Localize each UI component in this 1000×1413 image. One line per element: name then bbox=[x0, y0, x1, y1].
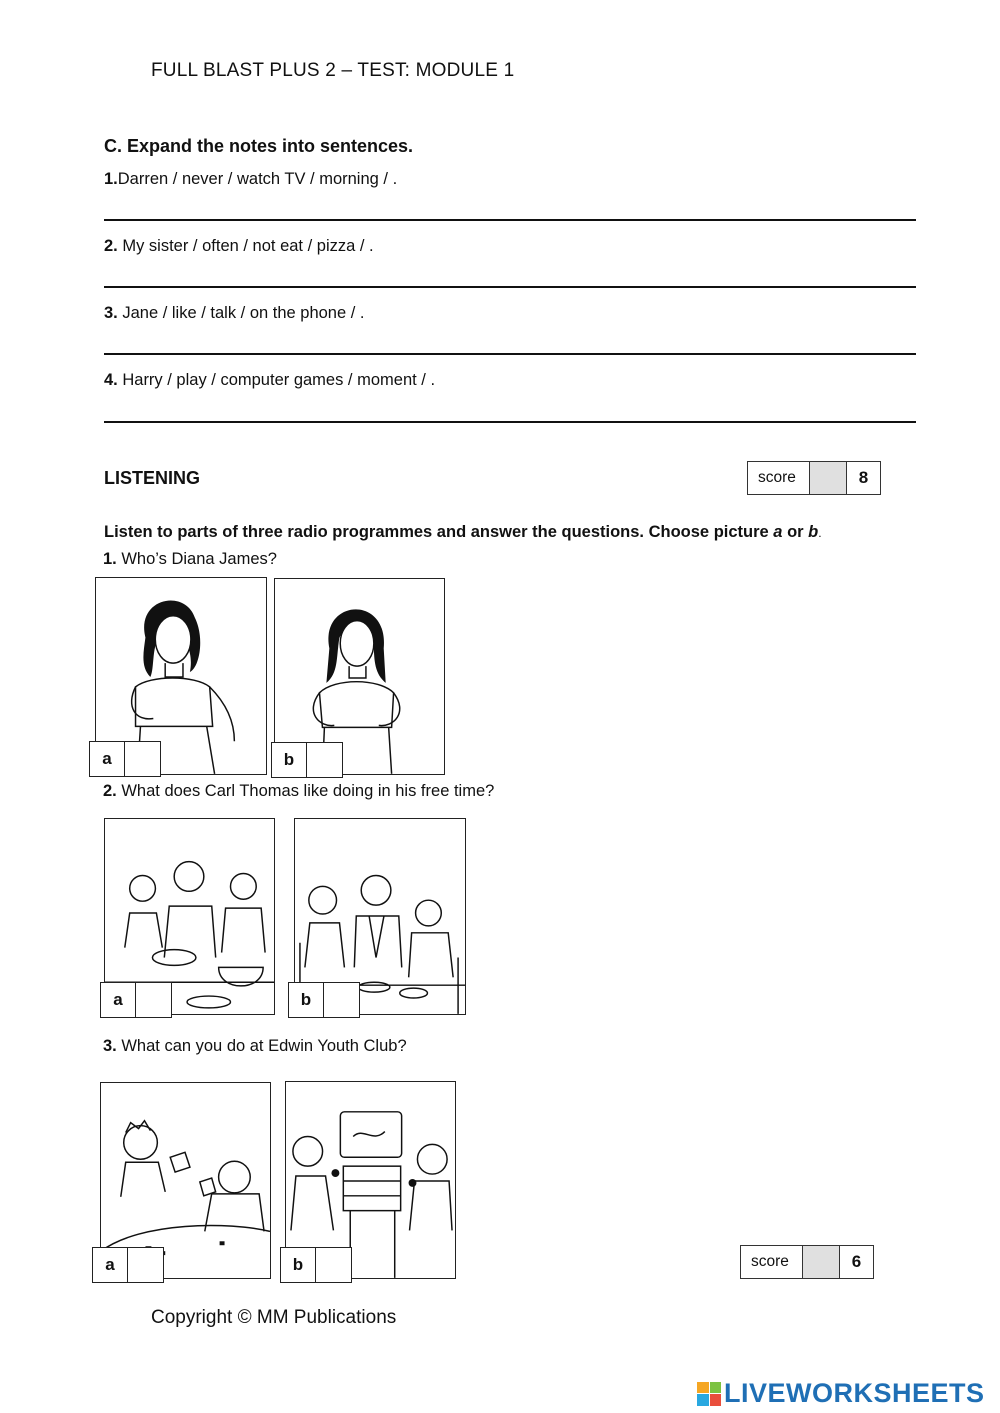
option-letter: b bbox=[280, 1247, 316, 1283]
liveworksheets-logo[interactable] bbox=[697, 1378, 985, 1409]
item-number: 1. bbox=[104, 170, 118, 188]
score-max: 6 bbox=[851, 1252, 862, 1271]
copyright-text: Copyright © MM Publications bbox=[151, 1307, 397, 1328]
option-2b[interactable] bbox=[288, 982, 360, 1018]
option-3a[interactable] bbox=[92, 1247, 164, 1283]
item-4 bbox=[104, 371, 435, 390]
item-prompt: My sister / often / not eat / pizza / . bbox=[117, 237, 374, 255]
answer-checkbox[interactable] bbox=[307, 742, 343, 778]
score-input[interactable] bbox=[810, 462, 847, 494]
option-letter: a bbox=[92, 1247, 128, 1283]
item-number: 3. bbox=[104, 304, 118, 322]
option-1a[interactable] bbox=[89, 741, 161, 777]
liveworksheets-logo-icon bbox=[697, 1382, 721, 1406]
question-number: 3. bbox=[103, 1037, 117, 1055]
item-prompt: Jane / like / talk / on the phone / . bbox=[117, 304, 365, 322]
score-box-top bbox=[747, 461, 881, 495]
question-2 bbox=[103, 782, 494, 801]
option-2a[interactable] bbox=[100, 982, 172, 1018]
item-number: 2. bbox=[104, 237, 118, 255]
instruction-a: a bbox=[773, 523, 783, 541]
item-prompt: Harry / play / computer games / moment / . bbox=[117, 371, 436, 389]
question-number: 1. bbox=[103, 550, 117, 568]
liveworksheets-wordmark: LIVEWORKSHEETS bbox=[724, 1378, 985, 1408]
instruction-end: . bbox=[818, 526, 822, 540]
answer-checkbox[interactable] bbox=[125, 741, 161, 777]
score-max: 8 bbox=[858, 468, 869, 487]
option-letter: a bbox=[100, 982, 136, 1018]
option-letter: a bbox=[89, 741, 125, 777]
score-box-bottom bbox=[740, 1245, 874, 1279]
score-label: score bbox=[741, 1246, 803, 1278]
item-number: 4. bbox=[104, 371, 118, 389]
question-number: 2. bbox=[103, 782, 117, 800]
answer-checkbox[interactable] bbox=[324, 982, 360, 1018]
item-prompt: Darren / never / watch TV / morning / . bbox=[117, 170, 398, 188]
item-2 bbox=[104, 237, 374, 256]
answer-line-1[interactable] bbox=[104, 219, 916, 221]
item-3 bbox=[104, 304, 365, 323]
score-input[interactable] bbox=[803, 1246, 840, 1278]
page-header: FULL BLAST PLUS 2 – TEST: MODULE 1 bbox=[151, 60, 515, 81]
option-1b[interactable] bbox=[271, 742, 343, 778]
item-1 bbox=[104, 170, 397, 189]
section-c-title: C. Expand the notes into sentences. bbox=[104, 136, 414, 156]
question-1 bbox=[103, 550, 277, 569]
instruction-b: b bbox=[808, 523, 819, 541]
listening-title: LISTENING bbox=[104, 468, 201, 488]
instruction-or: or bbox=[782, 523, 809, 541]
option-3b[interactable] bbox=[280, 1247, 352, 1283]
answer-checkbox[interactable] bbox=[136, 982, 172, 1018]
answer-checkbox[interactable] bbox=[128, 1247, 164, 1283]
question-text: Who’s Diana James? bbox=[116, 550, 277, 568]
answer-line-2[interactable] bbox=[104, 286, 916, 288]
question-text: What does Carl Thomas like doing in his free time? bbox=[116, 782, 495, 800]
answer-checkbox[interactable] bbox=[316, 1247, 352, 1283]
answer-line-4[interactable] bbox=[104, 421, 916, 423]
option-letter: b bbox=[271, 742, 307, 778]
instruction-text: Listen to parts of three radio programmes and answer the questions. Choose picture bbox=[104, 523, 774, 541]
answer-line-3[interactable] bbox=[104, 353, 916, 355]
listening-instruction bbox=[104, 523, 822, 542]
question-text: What can you do at Edwin Youth Club? bbox=[116, 1037, 407, 1055]
question-3 bbox=[103, 1037, 407, 1056]
score-label: score bbox=[748, 462, 810, 494]
option-letter: b bbox=[288, 982, 324, 1018]
